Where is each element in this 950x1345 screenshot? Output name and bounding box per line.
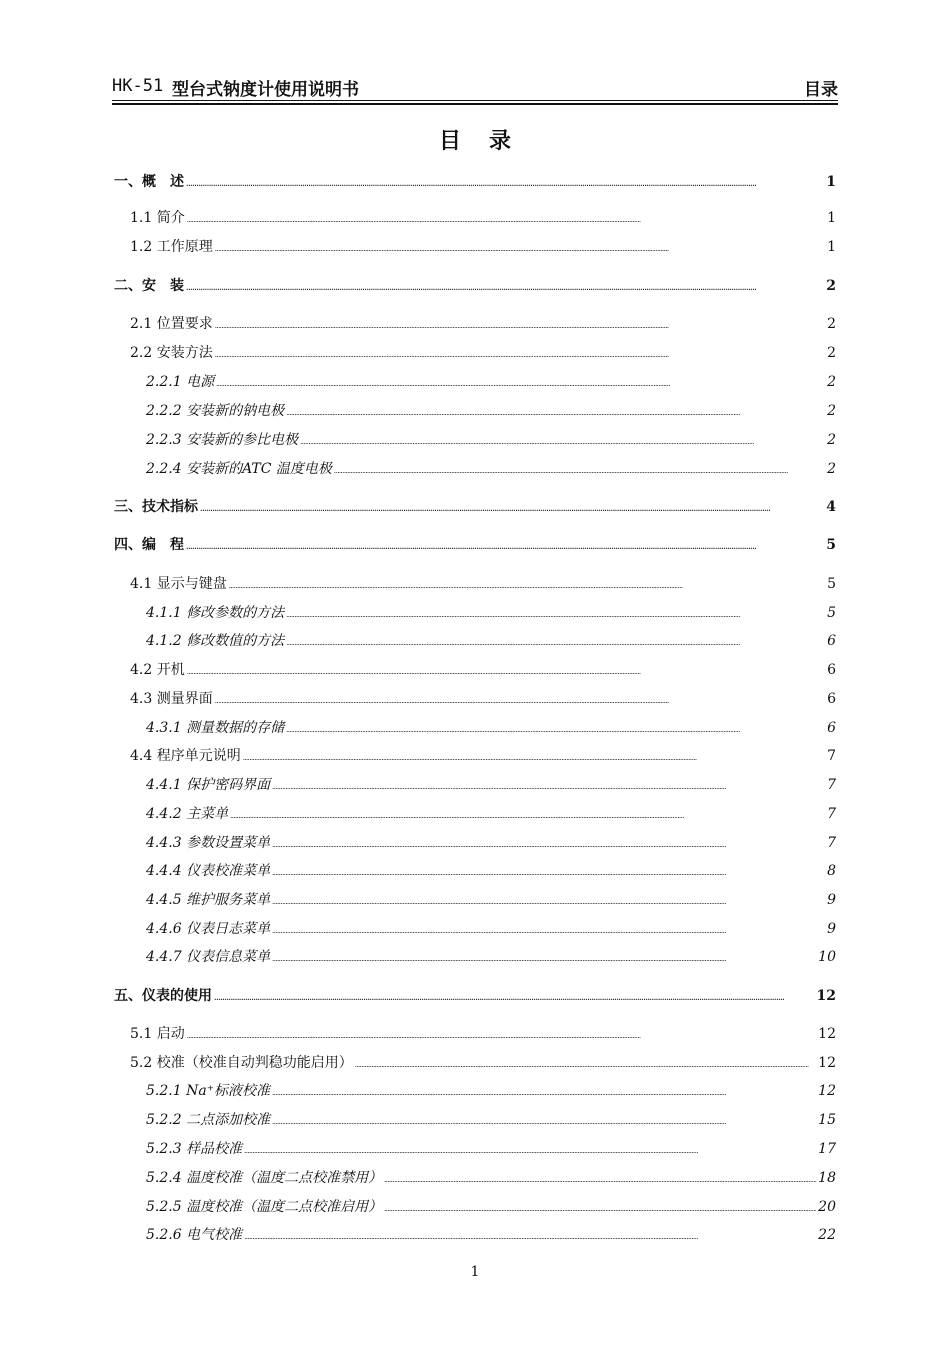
toc-leader-dots — [200, 499, 824, 515]
toc-entry-title: 4.2 开机 — [130, 662, 185, 678]
toc-entry-page: 10 — [818, 949, 836, 965]
toc-entry[interactable] — [114, 860, 836, 880]
toc-entry-page: 7 — [827, 806, 836, 822]
toc-leader-dots — [215, 239, 824, 255]
toc-entry-page: 5 — [827, 605, 836, 621]
toc-entry-page: 6 — [827, 662, 836, 678]
toc-entry-page: 5 — [826, 537, 836, 553]
toc-entry-title: 4.4.1 保护密码界面 — [146, 777, 271, 793]
toc-leader-dots — [272, 863, 824, 879]
toc-entry-title: 4.4.5 维护服务菜单 — [146, 892, 271, 908]
toc-entry[interactable] — [114, 1138, 836, 1158]
toc-entry[interactable] — [114, 832, 836, 852]
toc-entry[interactable] — [114, 602, 836, 622]
header-rule-thick — [112, 103, 838, 105]
toc-leader-dots — [272, 1112, 816, 1128]
toc-entry-title: 五、仪表的使用 — [114, 988, 212, 1004]
toc-leader-dots — [272, 892, 824, 908]
toc-entry-page: 7 — [827, 748, 836, 764]
toc-entry-title: 5.2.2 二点添加校准 — [146, 1112, 271, 1128]
toc-entry-page: 1 — [827, 239, 836, 255]
toc-entry-title: 2.2.4 安装新的ATC 温度电极 — [146, 461, 332, 477]
toc-entry-title: 4.1.2 修改数值的方法 — [146, 633, 285, 649]
toc-entry-page: 2 — [826, 278, 836, 294]
toc-entry[interactable] — [114, 400, 836, 420]
toc-leader-dots — [334, 461, 824, 477]
toc-entry-title: 2.2.2 安装新的钠电极 — [146, 403, 285, 419]
toc-entry[interactable] — [114, 496, 836, 516]
page-title: 目录 — [438, 128, 539, 154]
toc-entry-page: 6 — [827, 691, 836, 707]
toc-leader-dots — [286, 403, 824, 419]
toc-entry-title: 4.3.1 测量数据的存储 — [146, 720, 285, 736]
toc-entry-title: 1.2 工作原理 — [130, 239, 213, 255]
toc-entry-page: 1 — [827, 210, 836, 226]
toc-leader-dots — [186, 174, 824, 190]
page-header — [112, 74, 838, 102]
toc-entry[interactable] — [114, 774, 836, 794]
toc-leader-dots — [216, 374, 824, 390]
toc-leader-dots — [229, 576, 824, 592]
toc-entry-page: 2 — [827, 461, 836, 477]
toc-entry-title: 5.2.3 样品校准 — [146, 1141, 243, 1157]
toc-entry-title: 2.1 位置要求 — [130, 316, 213, 332]
toc-entry[interactable] — [114, 1052, 836, 1072]
toc-leader-dots — [215, 691, 824, 707]
toc-leader-dots — [187, 210, 824, 226]
toc-entry-page: 2 — [827, 374, 836, 390]
toc-entry-title: 1.1 简介 — [130, 210, 185, 226]
toc-leader-dots — [187, 662, 824, 678]
toc-entry[interactable] — [114, 889, 836, 909]
toc-entry-page: 15 — [818, 1112, 836, 1128]
toc-entry-page: 8 — [827, 863, 836, 879]
toc-leader-dots — [300, 432, 824, 448]
toc-entry-page: 5 — [827, 576, 836, 592]
toc-entry-title: 4.4.2 主菜单 — [146, 806, 229, 822]
toc-leader-dots — [384, 1199, 816, 1215]
header-model: HK-51 — [112, 76, 164, 96]
header-doc-title: 型台式钠度计使用说明书 — [172, 80, 359, 100]
page-number: 1 — [470, 1264, 480, 1280]
toc-entry[interactable] — [114, 342, 836, 362]
toc-entry-title: 2.2.3 安装新的参比电极 — [146, 432, 299, 448]
toc-entry[interactable] — [114, 171, 836, 191]
toc-entry-page: 1 — [826, 174, 836, 190]
toc-leader-dots — [272, 1083, 816, 1099]
toc-entry-page: 2 — [827, 316, 836, 332]
toc-leader-dots — [384, 1170, 816, 1186]
toc-leader-dots — [244, 1141, 816, 1157]
toc-entry[interactable] — [114, 1023, 836, 1043]
toc-leader-dots — [186, 537, 824, 553]
header-section: 目录 — [804, 80, 838, 100]
toc-leader-dots — [214, 988, 815, 1004]
toc-entry[interactable] — [114, 745, 836, 765]
toc-entry[interactable] — [114, 946, 836, 966]
toc-entry[interactable] — [114, 630, 836, 650]
toc-entry[interactable] — [114, 918, 836, 938]
toc-entry-title: 2.2.1 电源 — [146, 374, 215, 390]
toc-entry-page: 2 — [827, 345, 836, 361]
toc-entry-page: 6 — [827, 720, 836, 736]
toc-entry[interactable] — [114, 1080, 836, 1100]
toc-entry-page: 12 — [816, 988, 836, 1004]
toc-entry[interactable] — [114, 429, 836, 449]
toc-leader-dots — [215, 316, 824, 332]
toc-entry-title: 四、编 程 — [114, 537, 184, 553]
toc-entry-title: 4.4.6 仪表日志菜单 — [146, 921, 271, 937]
toc-entry-title: 三、技术指标 — [114, 499, 198, 515]
toc-entry-title: 5.2.6 电气校准 — [146, 1227, 243, 1243]
toc-entry-page: 7 — [827, 835, 836, 851]
toc-entry[interactable] — [114, 1196, 836, 1216]
toc-entry-page: 12 — [818, 1055, 836, 1071]
toc-entry-page: 2 — [827, 432, 836, 448]
toc-entry-page: 2 — [827, 403, 836, 419]
toc-entry[interactable] — [114, 659, 836, 679]
toc-entry-page: 20 — [818, 1199, 836, 1215]
toc-entry[interactable] — [114, 275, 836, 295]
toc-entry-title: 5.2.5 温度校准（温度二点校准启用） — [146, 1199, 383, 1215]
toc-entry[interactable] — [114, 534, 836, 554]
toc-entry-page: 9 — [827, 892, 836, 908]
toc-entry[interactable] — [114, 236, 836, 256]
toc-leader-dots — [186, 278, 824, 294]
toc-leader-dots — [272, 777, 824, 793]
toc-entry-title: 4.4.3 参数设置菜单 — [146, 835, 271, 851]
toc-leader-dots — [215, 345, 824, 361]
toc-entry-title: 4.4.7 仪表信息菜单 — [146, 949, 271, 965]
toc-entry-title: 4.1.1 修改参数的方法 — [146, 605, 285, 621]
toc-leader-dots — [272, 921, 824, 937]
toc-entry-page: 12 — [818, 1026, 836, 1042]
toc-leader-dots — [286, 633, 824, 649]
toc-entry[interactable] — [114, 573, 836, 593]
toc-entry-page: 22 — [818, 1227, 836, 1243]
toc-entry-title: 4.4.4 仪表校准菜单 — [146, 863, 271, 879]
toc-entry[interactable] — [114, 688, 836, 708]
toc-leader-dots — [355, 1055, 816, 1071]
toc-entry-title: 5.2.4 温度校准（温度二点校准禁用） — [146, 1170, 383, 1186]
toc-entry-page: 6 — [827, 633, 836, 649]
toc-entry-title: 4.3 测量界面 — [130, 691, 213, 707]
toc-entry-title: 二、安 装 — [114, 278, 184, 294]
toc-entry-page: 4 — [826, 499, 836, 515]
toc-leader-dots — [187, 1026, 816, 1042]
toc-entry-title: 5.1 启动 — [130, 1026, 185, 1042]
toc-entry-page: 12 — [818, 1083, 836, 1099]
toc-leader-dots — [286, 720, 824, 736]
toc-leader-dots — [272, 949, 816, 965]
toc-entry[interactable] — [114, 207, 836, 227]
toc-entry[interactable] — [114, 1224, 836, 1244]
header-rule-thin — [112, 100, 838, 101]
toc-entry[interactable] — [114, 985, 836, 1005]
toc-entry-title: 一、概 述 — [114, 174, 184, 190]
toc-entry-page: 7 — [827, 777, 836, 793]
toc-leader-dots — [244, 1227, 816, 1243]
toc-entry-title: 5.2.1 Na⁺标液校准 — [146, 1083, 271, 1099]
toc-entry[interactable] — [114, 371, 836, 391]
toc-entry-page: 18 — [818, 1170, 836, 1186]
toc-entry-title: 4.4 程序单元说明 — [130, 748, 241, 764]
toc-entry[interactable] — [114, 458, 836, 478]
toc-leader-dots — [286, 605, 824, 621]
toc-entry[interactable] — [114, 717, 836, 737]
toc-entry[interactable] — [114, 1167, 836, 1187]
toc-entry-page: 17 — [818, 1141, 836, 1157]
toc-leader-dots — [230, 806, 824, 822]
toc-entry-title: 5.2 校准（校准自动判稳功能启用） — [130, 1055, 353, 1071]
toc-entry-title: 2.2 安装方法 — [130, 345, 213, 361]
toc-entry[interactable] — [114, 803, 836, 823]
toc-leader-dots — [243, 748, 824, 764]
toc-leader-dots — [272, 835, 824, 851]
toc-entry-title: 4.1 显示与键盘 — [130, 576, 227, 592]
toc-entry[interactable] — [114, 313, 836, 333]
toc-entry-page: 9 — [827, 921, 836, 937]
toc-entry[interactable] — [114, 1109, 836, 1129]
